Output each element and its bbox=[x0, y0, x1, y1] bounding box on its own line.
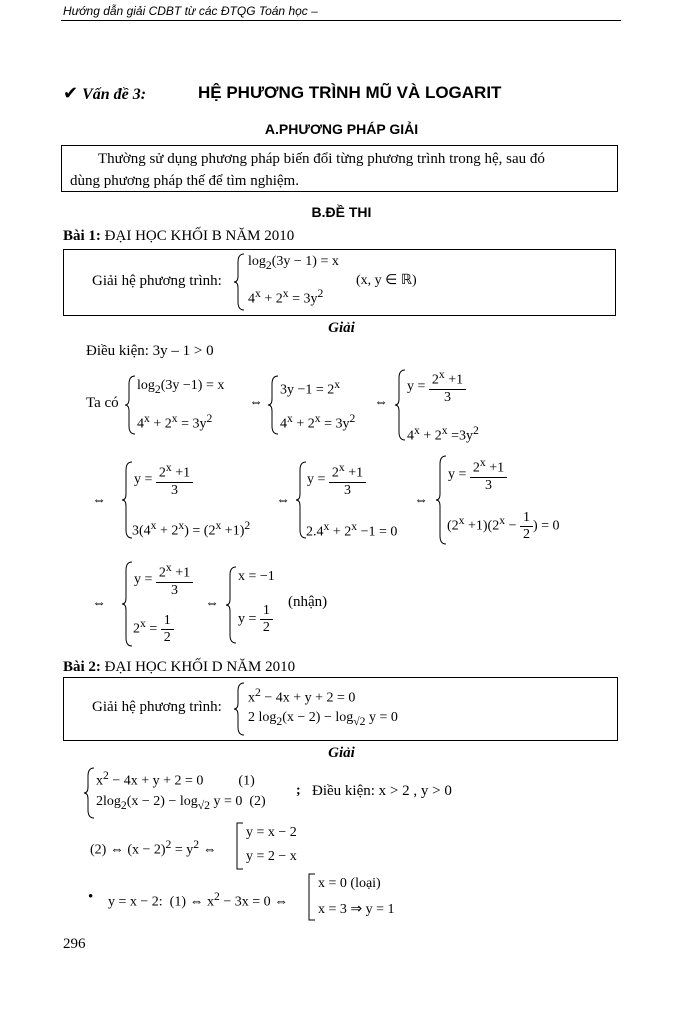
p2-case-a-root2: x = 3 ⇒ y = 1 bbox=[318, 902, 395, 917]
issue-topic: HỆ PHƯƠNG TRÌNH MŨ VÀ LOGARIT bbox=[198, 83, 502, 102]
equiv-icon: ⇔ bbox=[414, 493, 428, 508]
brace-icon bbox=[125, 374, 137, 436]
p1-s3-eq2: $4^x + 2^x =3y^2$ bbox=[407, 424, 479, 444]
equiv-icon: ⇔ bbox=[205, 596, 219, 611]
bracket-icon bbox=[236, 822, 244, 870]
method-text-2: dùng phương pháp thế để tìm nghiệm. bbox=[70, 173, 299, 189]
problem2-label: Bài 2: bbox=[63, 659, 101, 675]
page-number: 296 bbox=[63, 936, 86, 952]
p1-ta-co: Ta có bbox=[86, 395, 119, 411]
problem1-heading bbox=[63, 228, 294, 245]
p2-condition: Điều kiện: x > 2 , y > 0 bbox=[312, 783, 452, 799]
equiv-icon: ⇔ bbox=[249, 395, 263, 410]
p1-s4-eq2: $3(4^x + 2^x) = (2^x +1)^2$ bbox=[132, 519, 251, 539]
checkmark-icon: ✔ bbox=[63, 83, 79, 104]
p2-step2-case2: y = 2 − x bbox=[246, 849, 297, 864]
p2-step2: (2) ⇔ $(x - 2)^2 = y^2$ ⇔ bbox=[90, 838, 217, 858]
p2-case-a: y = x − 2: (1) ⇔ $x^2 - 3x = 0$ ⇔ bbox=[108, 890, 289, 910]
brace-icon bbox=[84, 766, 96, 820]
section-b-title: B.ĐỀ THI bbox=[311, 204, 372, 220]
p1-eq1: $\log_2(3y - 1) = x$ bbox=[248, 254, 339, 272]
p2-separator: ; bbox=[296, 783, 301, 798]
p1-domain: (x, y ∈ ℝ) bbox=[356, 273, 417, 288]
brace-icon bbox=[395, 368, 407, 442]
p2-eq2: 2 $\log_2(x - 2) - \log_{√2} y = 0$ bbox=[248, 710, 398, 728]
equiv-icon: ⇔ bbox=[92, 596, 106, 611]
p1-accepted: (nhận) bbox=[288, 594, 328, 610]
issue-label: Vấn đề 3: bbox=[82, 86, 147, 103]
p1-s3-eq1: y = $\frac{2^x +1}{3}$ bbox=[407, 368, 466, 406]
p1-s2-eq1: $3y -1 = 2^x$ bbox=[280, 378, 341, 398]
equiv-icon: ⇔ bbox=[374, 395, 388, 410]
p1-s6-eq2: $(2^x +1)(2^x$ − $\frac{1}{2}$ ) = 0 bbox=[447, 510, 560, 542]
problem1-solution-heading: Giải bbox=[328, 320, 355, 336]
p1-condition: Điều kiện: 3y – 1 > 0 bbox=[86, 343, 214, 359]
p1-s8-eq2: y = $\frac{1}{2}$ bbox=[238, 603, 273, 636]
p1-s6-eq1: y = $\frac{2^x +1}{3}$ bbox=[448, 456, 507, 494]
p1-s2-eq2: $4^x + 2^x = 3y^2$ bbox=[280, 412, 356, 432]
p1-s4-eq1: y = $\frac{2^x +1}{3}$ bbox=[134, 461, 193, 499]
problem1-title: ĐẠI HỌC KHỐI B NĂM 2010 bbox=[104, 228, 295, 244]
equiv-icon: ⇔ bbox=[92, 493, 106, 508]
bracket-icon bbox=[308, 873, 316, 921]
issue-heading bbox=[63, 83, 146, 104]
equiv-icon: ⇔ bbox=[276, 493, 290, 508]
running-header: Hướng dẫn giải CDBT từ các ĐTQG Toán học – bbox=[63, 4, 318, 18]
problem2-prompt: Giải hệ phương trình: bbox=[92, 699, 222, 715]
p2-step2-case1: y = x − 2 bbox=[246, 825, 297, 840]
p2-case-a-root1: x = 0 (loại) bbox=[318, 876, 381, 891]
bullet-icon: • bbox=[88, 889, 94, 905]
brace-icon bbox=[234, 252, 246, 312]
p2-rejected: (loại) bbox=[350, 876, 381, 891]
p1-s7-eq2: $2^x$ = $\frac{1}{2}$ bbox=[133, 613, 174, 646]
problem2-heading bbox=[63, 659, 295, 676]
method-box bbox=[61, 145, 618, 192]
p1-s7-eq1: y = $\frac{2^x +1}{3}$ bbox=[134, 561, 193, 599]
section-a-title: A.PHƯƠNG PHÁP GIẢI bbox=[264, 121, 419, 137]
p2-s1-eq2: $2\log_2(x - 2) - \log_{√2} y = 0$ (2) bbox=[96, 794, 266, 812]
method-text-1: Thường sử dụng phương pháp biến đổi từng phương trình trong hệ, sau đó bbox=[98, 151, 545, 167]
problem2-title: ĐẠI HỌC KHỐI D NĂM 2010 bbox=[104, 659, 296, 675]
p1-eq2: $4^x + 2^x = 3y^2$ bbox=[248, 287, 324, 307]
brace-icon bbox=[234, 681, 246, 737]
p1-s8-eq1: x = −1 bbox=[238, 569, 275, 584]
brace-icon bbox=[226, 565, 238, 645]
p2-eq1: $x^2 - 4x + y + 2 = 0$ bbox=[248, 686, 356, 706]
problem1-prompt: Giải hệ phương trình: bbox=[92, 273, 222, 289]
p2-s1-eq1: $x^2 - 4x + y + 2 = 0$ (1) bbox=[96, 769, 255, 789]
p1-s5-eq1: y = $\frac{2^x +1}{3}$ bbox=[307, 461, 366, 499]
problem1-label: Bài 1: bbox=[63, 228, 101, 244]
problem2-solution-heading: Giải bbox=[328, 745, 355, 761]
header-rule bbox=[61, 20, 621, 21]
brace-icon bbox=[268, 374, 280, 436]
p1-s5-eq2: $2.4^x + 2^x -1 = 0$ bbox=[306, 520, 398, 540]
p1-s1-eq1: $\log_2(3y -1) = x$ bbox=[137, 378, 225, 396]
p1-s1-eq2: $4^x + 2^x = 3y^2$ bbox=[137, 412, 213, 432]
